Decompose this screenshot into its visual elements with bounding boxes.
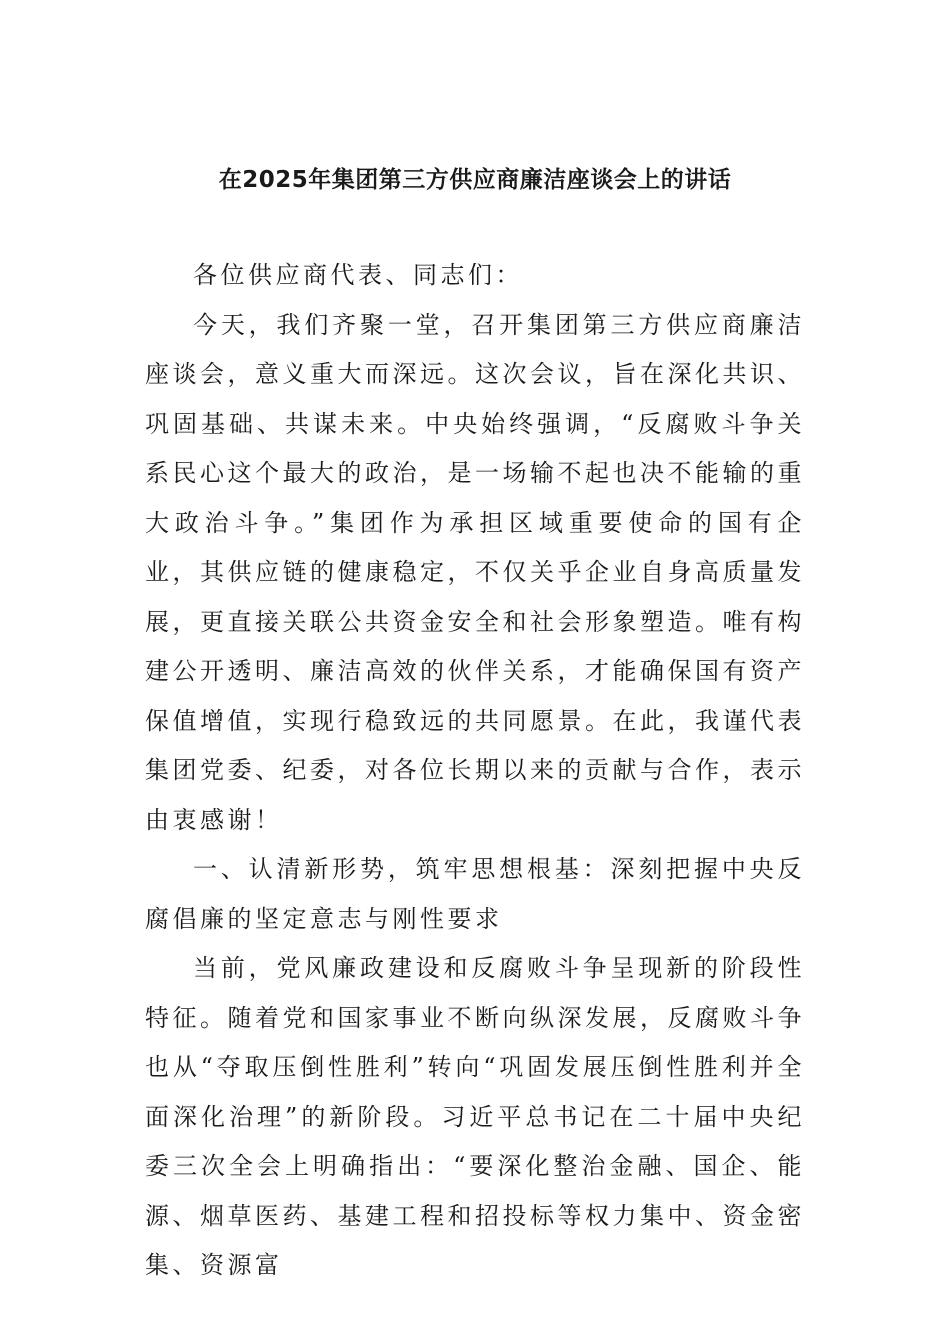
section-paragraph: 当前，党风廉政建设和反腐败斗争呈现新的阶段性特征。随着党和国家事业不断向纵深发展，反腐败斗争也从“夺取压倒性胜利”转向“巩固发展压倒性胜利并全面深化治理”的新阶段。习近平总书记在二十届中央纪委三次全会上明确指出：“要深化整治金融、国企、能源、烟草医药、基建工程和招投标等权力集中、资金密集、资源富: [145, 954, 805, 1279]
document-body: [145, 251, 805, 1291]
section-heading: 一、认清新形势，筑牢思想根基：深刻把握中央反腐倡廉的坚定意志与刚性要求: [145, 855, 805, 933]
salutation: 各位供应商代表、同志们：: [193, 261, 523, 289]
opening-paragraph: 今天，我们齐聚一堂，召开集团第三方供应商廉洁座谈会，意义重大而深远。这次会议，旨在深化共识、巩固基础、共谋未来。中央始终强调，“反腐败斗争关系民心这个最大的政治，是一场输不起也决不能输的重大政治斗争。”集团作为承担区域重要使命的国有企业，其供应链的健康稳定，不仅关乎企业自身高质量发展，更直接关联公共资金安全和社会形象塑造。唯有构建公开透明、廉洁高效的伙伴关系，才能确保国有资产保值增值，实现行稳致远的共同愿景。在此，我谨代表集团党委、纪委，对各位长期以来的贡献与合作，表示由衷感谢！: [145, 310, 805, 834]
document-title: 在2025年集团第三方供应商廉洁座谈会上的讲话: [218, 167, 732, 193]
